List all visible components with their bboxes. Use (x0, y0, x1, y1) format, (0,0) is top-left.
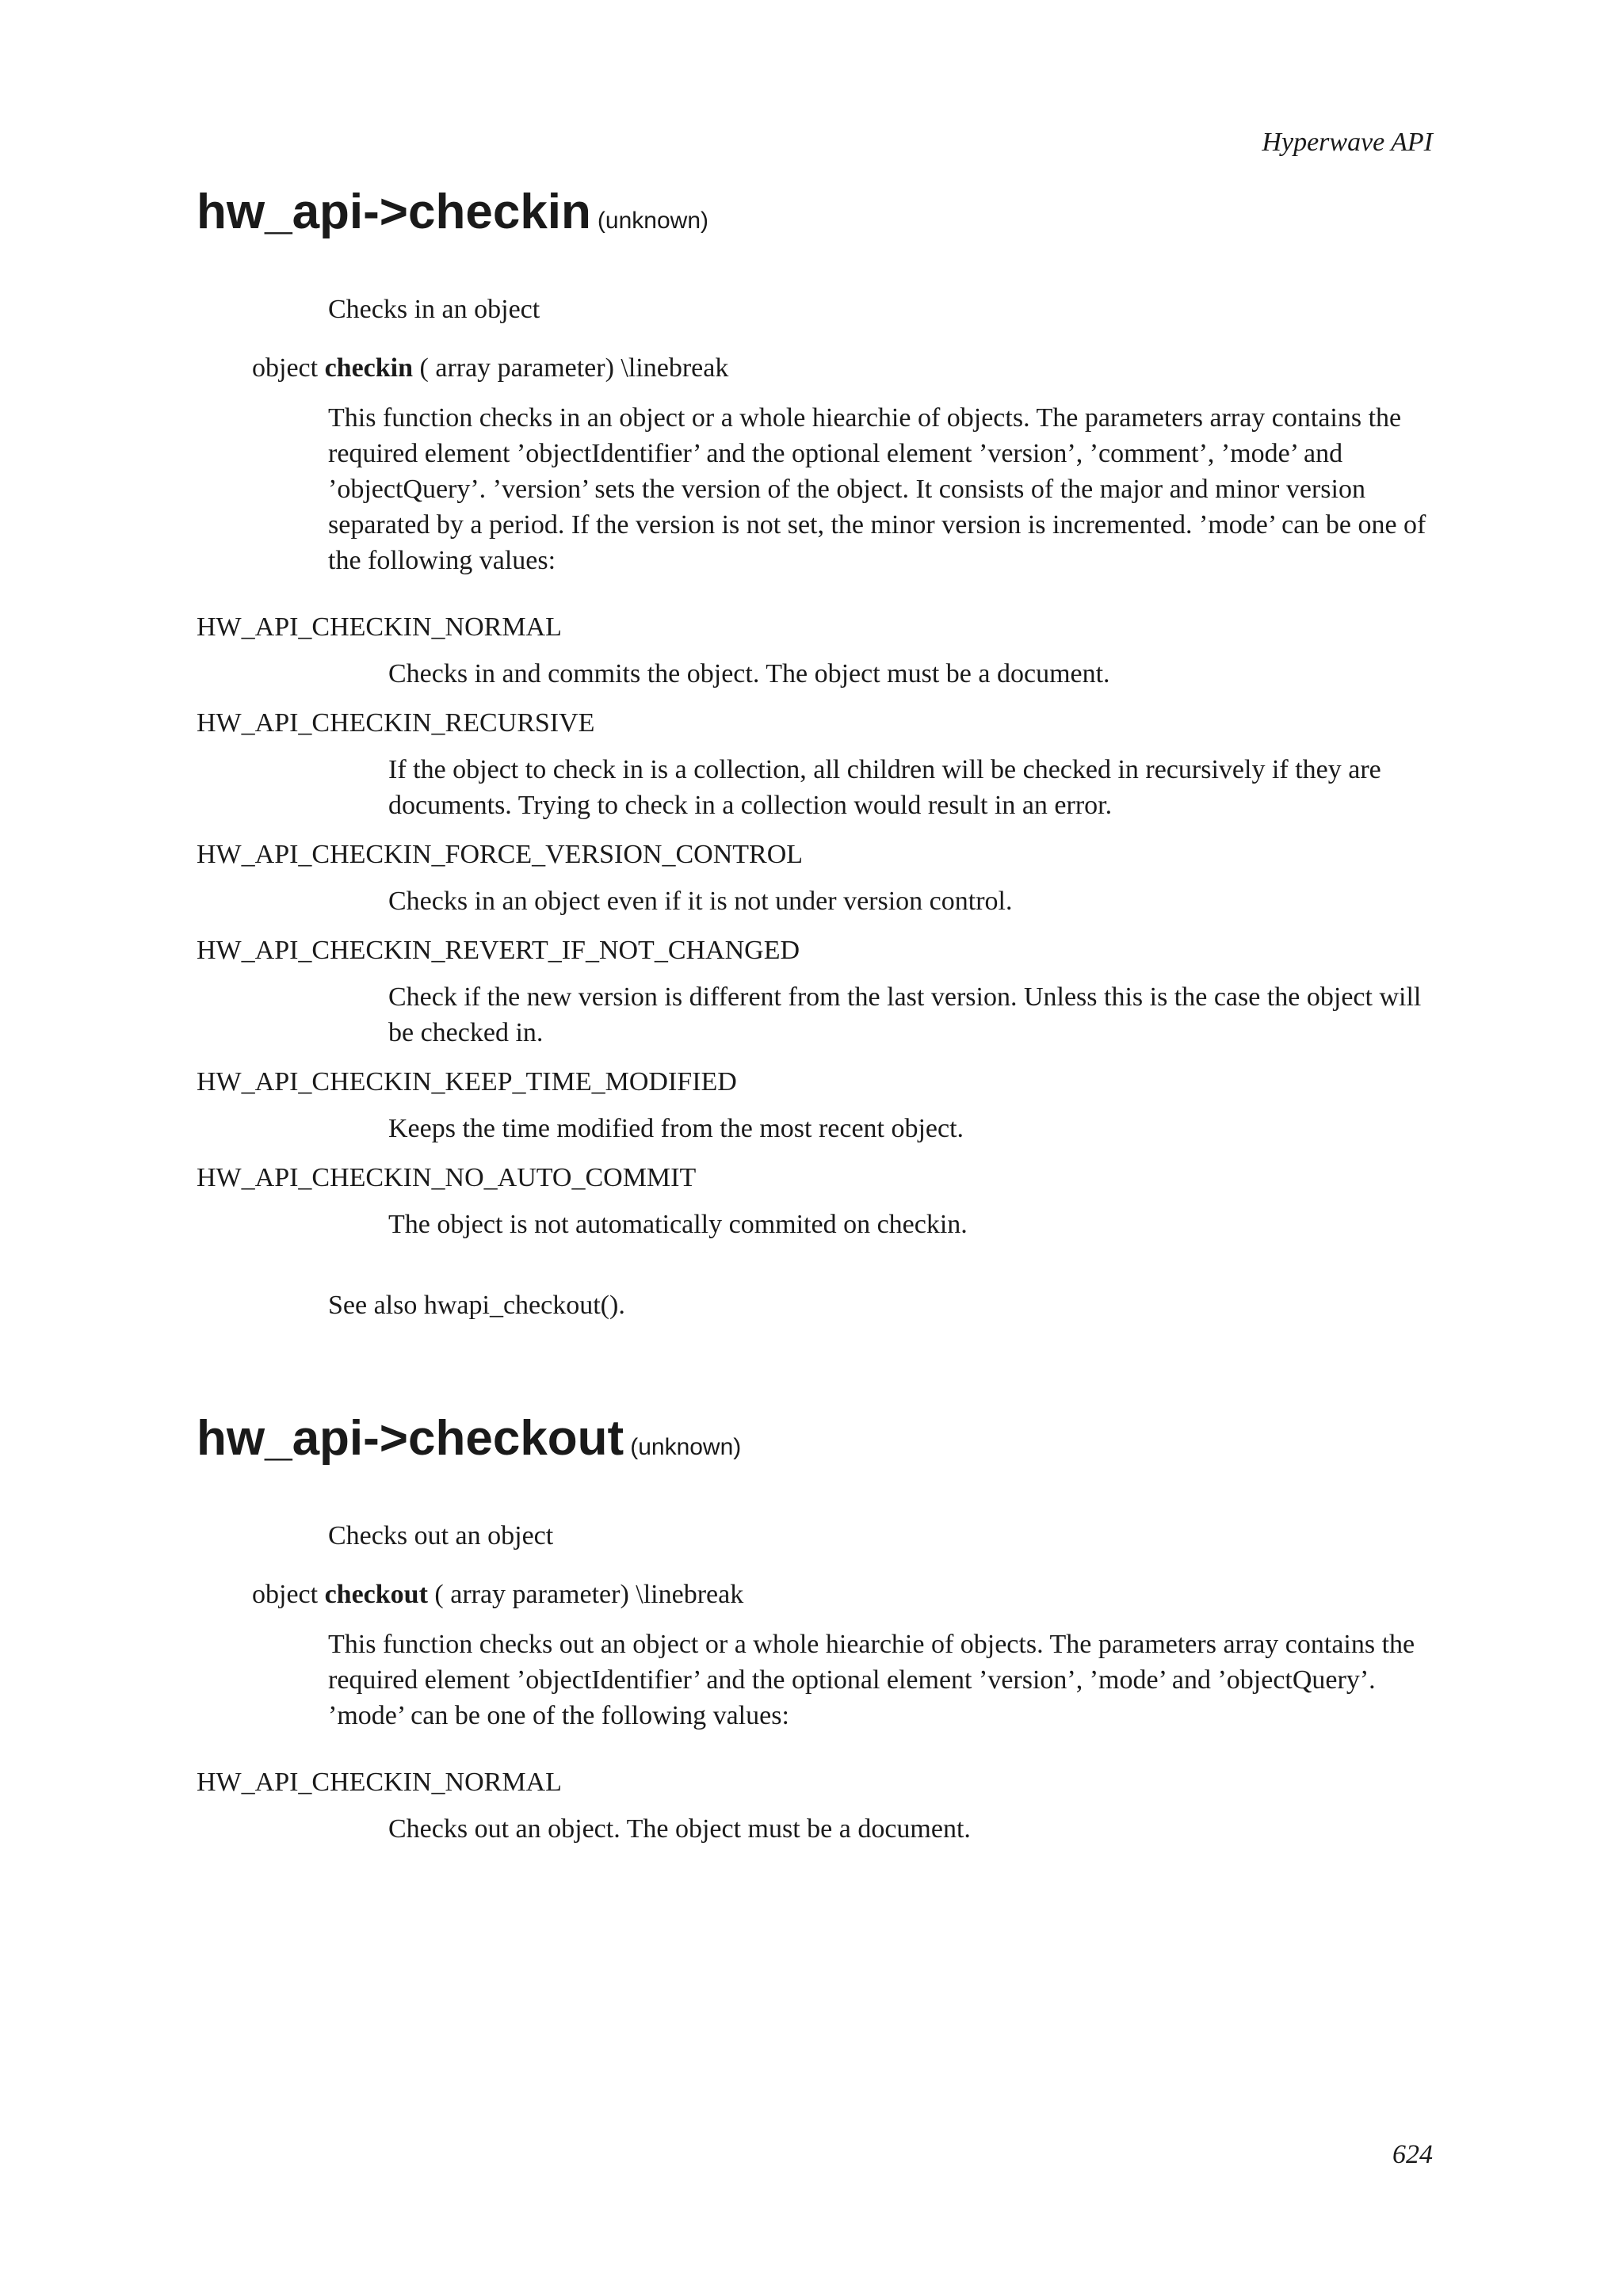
function-description: This function checks out an object or a whole hiearchie of objects. The parameters array contains the required element ’objectIdentifier’ and the optional element ’version’, ’mode’ and ’objectQuery’. ’mode’ can be one of the following values: (328, 1630, 1415, 1730)
constant-description: Check if the new version is different from the last version. Unless this is the case the object will be checked in. (388, 982, 1422, 1047)
constant-name: HW_API_CHECKIN_NORMAL (197, 1768, 562, 1797)
constant-item (197, 706, 1433, 823)
constant-item (197, 1065, 1433, 1146)
constant-name: HW_API_CHECKIN_NO_AUTO_COMMIT (197, 1163, 697, 1192)
function-synopsis (252, 1577, 1433, 1612)
synopsis-params: ( array parameter) \linebreak (434, 1580, 744, 1609)
synopsis-return-type: object (252, 1580, 319, 1609)
function-description: This function checks in an object or a whole hiearchie of objects. The parameters array contains the required element ’objectIdentifier’ and the optional element ’version’, ’comment’, ’mode’ and ’objectQuery’. ’version’ sets the version of the object. It consists of the major and minor version separated by a period. If the version is not set, the minor version is incremented. ’mode’ can be one of the following values: (328, 403, 1426, 575)
function-title-text: hw_api->checkin (197, 185, 591, 239)
synopsis-function-name: checkout (324, 1580, 428, 1609)
page-content (197, 182, 1433, 1861)
synopsis-return-type: object (252, 353, 319, 383)
page-number: 624 (1392, 2140, 1433, 2169)
function-purpose: Checks in an object (328, 295, 540, 324)
constant-description: The object is not automatically commited on checkin. (388, 1210, 968, 1239)
synopsis-function-name: checkin (324, 353, 414, 383)
constant-name: HW_API_CHECKIN_NORMAL (197, 612, 562, 642)
constant-description: Checks out an object. The object must be a document. (388, 1814, 971, 1844)
constant-list (197, 610, 1433, 1242)
see-also: See also hwapi_checkout(). (328, 1291, 625, 1320)
function-version: (unknown) (597, 208, 708, 234)
function-title (197, 182, 1433, 251)
function-title-text: hw_api->checkout (197, 1411, 624, 1466)
constant-name: HW_API_CHECKIN_RECURSIVE (197, 708, 595, 738)
constant-description: Checks in an object even if it is not under version control. (388, 887, 1013, 916)
constant-item (197, 837, 1433, 919)
constant-name: HW_API_CHECKIN_KEEP_TIME_MODIFIED (197, 1067, 737, 1097)
function-title (197, 1409, 1433, 1478)
constant-name: HW_API_CHECKIN_REVERT_IF_NOT_CHANGED (197, 936, 800, 965)
constant-description: Checks in and commits the object. The object must be a document. (388, 659, 1110, 688)
function-entry-checkin (197, 182, 1433, 1323)
constant-item (197, 610, 1433, 692)
constant-item (197, 933, 1433, 1051)
function-purpose: Checks out an object (328, 1521, 554, 1550)
function-entry-checkout (197, 1409, 1433, 1847)
running-header: Hyperwave API (1262, 128, 1433, 157)
function-version: (unknown) (630, 1434, 742, 1460)
constant-list (197, 1765, 1433, 1847)
constant-description: If the object to check in is a collection, all children will be checked in recursively if they are documents. Trying to check in a collection would result in an error. (388, 755, 1381, 820)
constant-name: HW_API_CHECKIN_FORCE_VERSION_CONTROL (197, 840, 804, 869)
function-synopsis (252, 351, 1433, 386)
constant-item (197, 1765, 1433, 1847)
synopsis-params: ( array parameter) \linebreak (419, 353, 729, 383)
constant-description: Keeps the time modified from the most recent object. (388, 1114, 964, 1143)
constant-item (197, 1161, 1433, 1242)
